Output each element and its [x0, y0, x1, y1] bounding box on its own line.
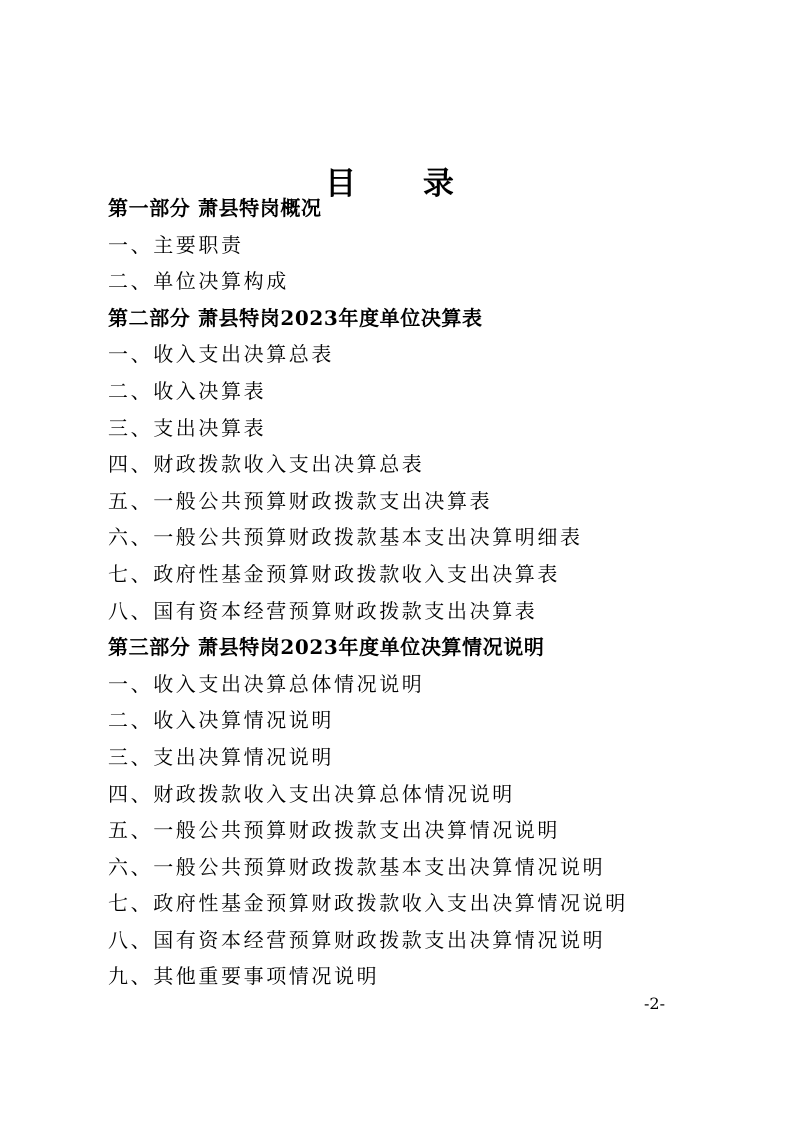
toc-item: 六、一般公共预算财政拨款基本支出决算明细表	[108, 525, 583, 550]
toc-item: 一、主要职责	[108, 232, 244, 257]
toc-item: 一、收入支出决算总表	[108, 342, 334, 367]
toc-item: 二、收入决算表	[108, 378, 267, 403]
toc-part-heading: 第二部分 萧县特岗2023年度单位决算表	[108, 305, 483, 330]
table-of-contents	[108, 190, 728, 995]
toc-item: 七、政府性基金预算财政拨款收入支出决算表	[108, 561, 560, 586]
toc-item: 一、收入支出决算总体情况说明	[108, 671, 425, 696]
page-title: 目 录	[325, 165, 482, 202]
toc-item: 四、财政拨款收入支出决算总表	[108, 452, 425, 477]
toc-item: 六、一般公共预算财政拨款基本支出决算情况说明	[108, 854, 606, 879]
toc-item: 四、财政拨款收入支出决算总体情况说明	[108, 781, 515, 806]
toc-item: 九、其他重要事项情况说明	[108, 964, 380, 989]
toc-part-heading: 第三部分 萧县特岗2023年度单位决算情况说明	[108, 635, 545, 660]
toc-item: 三、支出决算情况说明	[108, 744, 334, 769]
toc-item: 二、收入决算情况说明	[108, 708, 334, 733]
toc-item: 五、一般公共预算财政拨款支出决算表	[108, 488, 493, 513]
toc-item: 七、政府性基金预算财政拨款收入支出决算情况说明	[108, 891, 628, 916]
toc-item: 八、国有资本经营预算财政拨款支出决算情况说明	[108, 927, 606, 952]
toc-item: 五、一般公共预算财政拨款支出决算情况说明	[108, 818, 560, 843]
page-number: -2-	[644, 994, 665, 1013]
toc-item: 三、支出决算表	[108, 415, 267, 440]
toc-part-heading: 第一部分 萧县特岗概况	[108, 196, 322, 220]
toc-item: 二、单位决算构成	[108, 269, 289, 294]
toc-item: 八、国有资本经营预算财政拨款支出决算表	[108, 598, 538, 623]
